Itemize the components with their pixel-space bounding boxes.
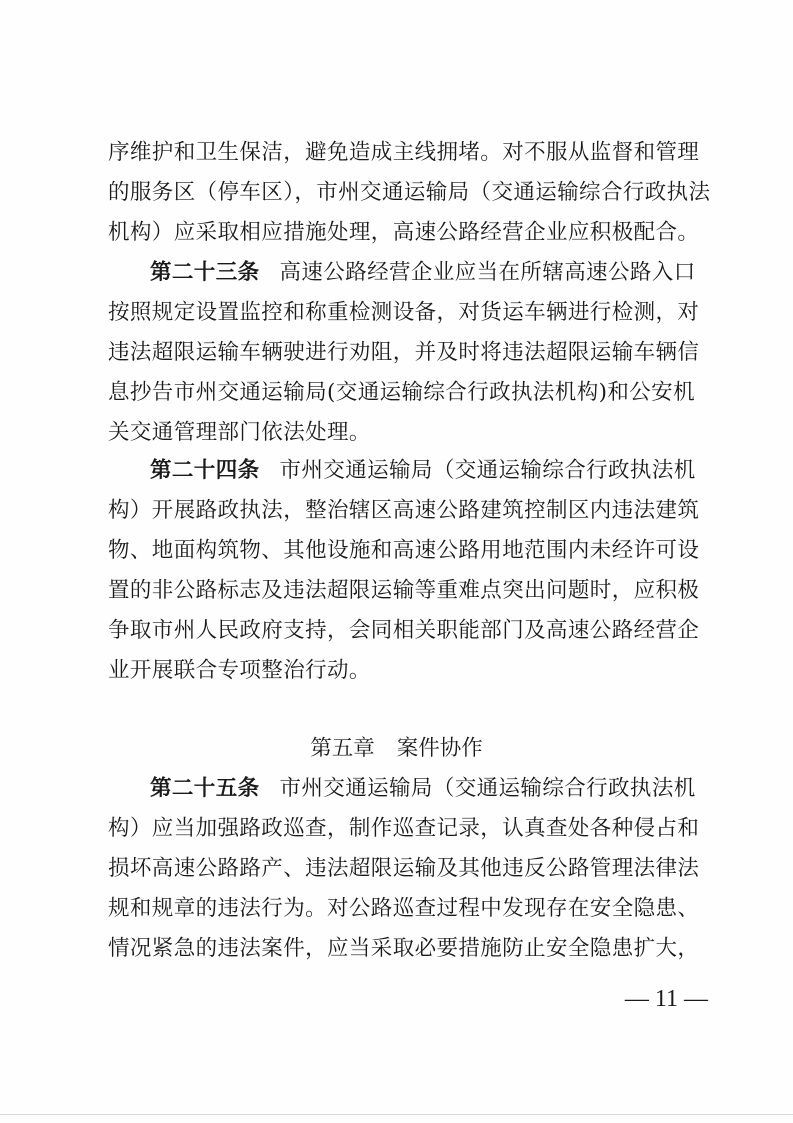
text-line: 业开展联合专项整治行动。 — [108, 658, 371, 683]
text-line: 市州交通运输局（交通运输综合行政执法机 — [279, 776, 696, 801]
text-line: 构）开展路政执法，整治辖区高速公路建筑控制区内违法建筑 — [108, 498, 700, 523]
chapter-heading — [0, 729, 793, 769]
chapter-number: 第五章 — [310, 736, 375, 761]
text-line: 争取市州人民政府支持，会同相关职能部门及高速公路经营企 — [108, 618, 700, 643]
text-line: 情况紧急的违法案件，应当采取必要措施防止安全隐患扩大， — [108, 936, 700, 961]
text-line: 的服务区（停车区），市州交通运输局（交通运输综合行政执法 — [108, 180, 711, 205]
text-line: 机构）应采取相应措施处理，高速公路经营企业应积极配合。 — [108, 220, 700, 245]
scan-edge-divider — [0, 1114, 793, 1115]
article-number: 第二十三条 — [150, 260, 260, 285]
text-line: 置的非公路标志及违法超限运输等重难点突出问题时，应积极 — [108, 578, 700, 603]
text-line: 序维护和卫生保洁，避免造成主线拥堵。对不服从监督和管理 — [108, 140, 700, 165]
article-number: 第二十四条 — [150, 458, 260, 483]
text-line: 物、地面构筑物、其他设施和高速公路用地范围内未经许可设 — [108, 538, 700, 563]
text-line: 按照规定设置监控和称重检测设备，对货运车辆进行检测，对 — [108, 300, 700, 325]
text-line: 关交通管理部门依法处理。 — [108, 420, 371, 445]
text-line: 高速公路经营企业应当在所辖高速公路入口 — [279, 260, 696, 285]
text-line: 损坏高速公路路产、违法超限运输及其他违反公路管理法律法 — [108, 856, 700, 881]
article-first-line — [150, 253, 696, 293]
page-number: — 11 — — [624, 986, 708, 1012]
article-number: 第二十五条 — [150, 776, 260, 801]
text-line: 市州交通运输局（交通运输综合行政执法机 — [279, 458, 696, 483]
text-line: 构）应当加强路政巡查，制作巡查记录，认真查处各种侵占和 — [108, 816, 700, 841]
article-first-line — [150, 769, 696, 809]
text-line: 规和规章的违法行为。对公路巡查过程中发现存在安全隐患、 — [108, 896, 700, 921]
article-first-line — [150, 451, 696, 491]
text-line: 息抄告市州交通运输局(交通运输综合行政执法机构)和公安机 — [108, 380, 695, 405]
text-line: 违法超限运输车辆驶进行劝阻，并及时将违法超限运输车辆信 — [108, 340, 700, 365]
chapter-title: 案件协作 — [396, 736, 483, 761]
